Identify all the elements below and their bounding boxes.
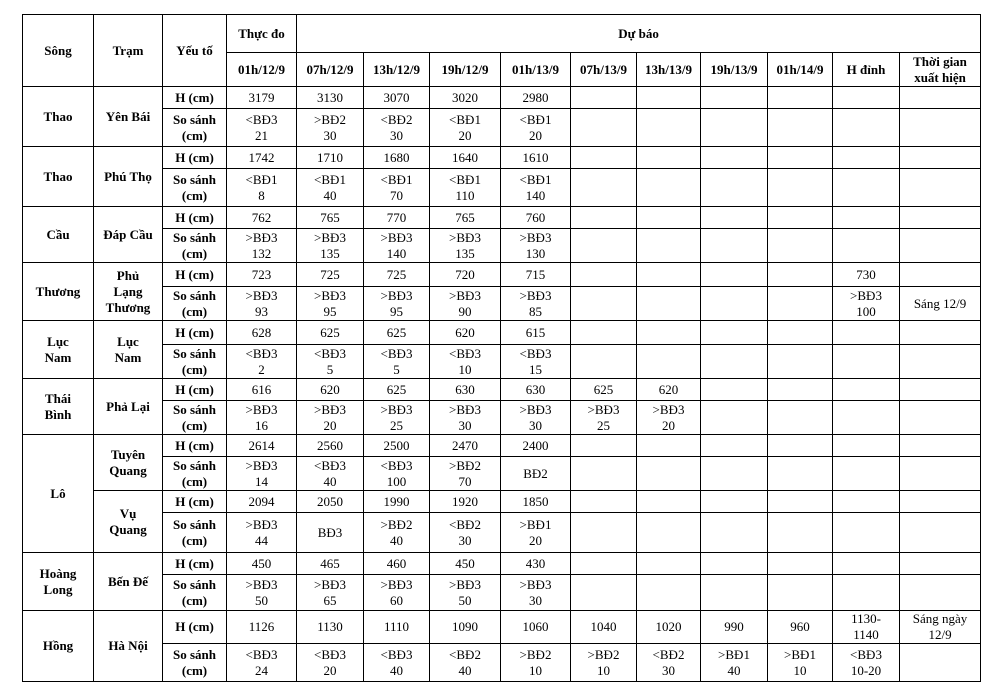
water-level-cell bbox=[637, 147, 701, 169]
compare-cell bbox=[637, 345, 701, 379]
compare-cell bbox=[900, 401, 981, 435]
station-name: Hà Nội bbox=[94, 611, 163, 682]
compare-cell: <BĐ1 140 bbox=[501, 169, 571, 207]
table-row bbox=[23, 109, 981, 147]
water-level-cell: 3070 bbox=[364, 87, 430, 109]
compare-cell bbox=[768, 109, 833, 147]
water-level-cell: 2560 bbox=[297, 435, 364, 457]
compare-cell bbox=[833, 229, 900, 263]
water-level-cell: 2614 bbox=[227, 435, 297, 457]
compare-cell bbox=[701, 345, 768, 379]
compare-cell bbox=[900, 229, 981, 263]
header-tram: Trạm bbox=[94, 15, 163, 87]
water-level-cell: 770 bbox=[364, 207, 430, 229]
compare-cell: >BĐ3 90 bbox=[430, 287, 501, 321]
water-level-cell: 1060 bbox=[501, 611, 571, 644]
header-time: 13h/12/9 bbox=[364, 53, 430, 87]
water-level-cell: 625 bbox=[571, 379, 637, 401]
station-name: Đáp Cầu bbox=[94, 207, 163, 263]
header-time: H đỉnh bbox=[833, 53, 900, 87]
compare-cell: >BĐ3 30 bbox=[501, 401, 571, 435]
compare-cell: >BĐ2 40 bbox=[364, 513, 430, 553]
table-row bbox=[23, 321, 981, 345]
compare-cell: <BĐ2 30 bbox=[430, 513, 501, 553]
compare-cell: >BĐ1 20 bbox=[501, 513, 571, 553]
compare-cell: >BĐ3 100 bbox=[833, 287, 900, 321]
water-level-cell bbox=[900, 435, 981, 457]
water-level-cell bbox=[768, 147, 833, 169]
water-level-cell bbox=[768, 553, 833, 575]
river-name: Thái Bình bbox=[23, 379, 94, 435]
table-row bbox=[23, 229, 981, 263]
station-name: Tuyên Quang bbox=[94, 435, 163, 491]
compare-cell bbox=[701, 229, 768, 263]
water-level-cell bbox=[768, 435, 833, 457]
compare-cell bbox=[701, 513, 768, 553]
water-level-cell: 450 bbox=[430, 553, 501, 575]
compare-cell bbox=[701, 575, 768, 611]
compare-cell: >BĐ2 30 bbox=[297, 109, 364, 147]
compare-cell: >BĐ3 65 bbox=[297, 575, 364, 611]
water-level-cell bbox=[701, 321, 768, 345]
compare-cell bbox=[768, 457, 833, 491]
compare-cell: <BĐ2 30 bbox=[364, 109, 430, 147]
water-level-cell: 960 bbox=[768, 611, 833, 644]
water-level-cell: 1710 bbox=[297, 147, 364, 169]
compare-cell bbox=[833, 345, 900, 379]
river-name: Hoàng Long bbox=[23, 553, 94, 611]
water-level-cell: 765 bbox=[297, 207, 364, 229]
water-level-cell: 450 bbox=[227, 553, 297, 575]
water-level-cell: 628 bbox=[227, 321, 297, 345]
header-thuc-do: Thực đo bbox=[227, 15, 297, 53]
table-row bbox=[23, 147, 981, 169]
water-level-cell bbox=[833, 147, 900, 169]
compare-cell: >BĐ2 70 bbox=[430, 457, 501, 491]
header-time: 01h/12/9 bbox=[227, 53, 297, 87]
compare-cell bbox=[637, 575, 701, 611]
water-level-cell: 2500 bbox=[364, 435, 430, 457]
water-level-cell bbox=[833, 553, 900, 575]
water-level-cell: 1126 bbox=[227, 611, 297, 644]
compare-cell bbox=[701, 169, 768, 207]
station-name: Vụ Quang bbox=[94, 491, 163, 553]
water-level-cell: 760 bbox=[501, 207, 571, 229]
compare-cell: >BĐ3 95 bbox=[297, 287, 364, 321]
table-row bbox=[23, 611, 981, 644]
compare-cell: <BĐ3 20 bbox=[297, 644, 364, 682]
station-name: Lục Nam bbox=[94, 321, 163, 379]
compare-cell bbox=[768, 401, 833, 435]
water-level-cell: 762 bbox=[227, 207, 297, 229]
table-row bbox=[23, 345, 981, 379]
compare-cell bbox=[571, 287, 637, 321]
compare-cell bbox=[900, 169, 981, 207]
element-label-h: H (cm) bbox=[163, 435, 227, 457]
forecast-table-container bbox=[22, 14, 980, 682]
header-du-bao: Dự báo bbox=[297, 15, 981, 53]
table-row bbox=[23, 87, 981, 109]
station-name: Phủ Lạng Thương bbox=[94, 263, 163, 321]
compare-cell bbox=[701, 457, 768, 491]
compare-cell: >BĐ3 135 bbox=[430, 229, 501, 263]
water-level-cell bbox=[900, 321, 981, 345]
element-label-compare: So sánh (cm) bbox=[163, 575, 227, 611]
header-time: Thời gian xuất hiện bbox=[900, 53, 981, 87]
water-level-cell: 620 bbox=[297, 379, 364, 401]
water-level-cell: 460 bbox=[364, 553, 430, 575]
water-level-cell: 723 bbox=[227, 263, 297, 287]
water-level-cell bbox=[900, 379, 981, 401]
water-level-cell bbox=[571, 435, 637, 457]
table-row bbox=[23, 287, 981, 321]
table-row bbox=[23, 435, 981, 457]
table-row bbox=[23, 513, 981, 553]
compare-cell bbox=[833, 109, 900, 147]
compare-cell: >BĐ1 10 bbox=[768, 644, 833, 682]
compare-cell bbox=[637, 169, 701, 207]
compare-cell bbox=[571, 345, 637, 379]
water-level-cell bbox=[833, 321, 900, 345]
table-row bbox=[23, 457, 981, 491]
water-level-cell bbox=[637, 321, 701, 345]
header-row-1 bbox=[23, 15, 981, 53]
water-level-cell: 725 bbox=[364, 263, 430, 287]
compare-cell bbox=[900, 457, 981, 491]
water-level-cell: 2980 bbox=[501, 87, 571, 109]
compare-cell: BĐ3 bbox=[297, 513, 364, 553]
water-level-cell: 430 bbox=[501, 553, 571, 575]
water-level-cell: 630 bbox=[430, 379, 501, 401]
water-level-cell: 1110 bbox=[364, 611, 430, 644]
header-time: 07h/12/9 bbox=[297, 53, 364, 87]
element-label-compare: So sánh (cm) bbox=[163, 229, 227, 263]
water-level-cell: 1920 bbox=[430, 491, 501, 513]
compare-cell: <BĐ3 24 bbox=[227, 644, 297, 682]
compare-cell: >BĐ3 140 bbox=[364, 229, 430, 263]
table-body bbox=[23, 87, 981, 682]
compare-cell bbox=[768, 345, 833, 379]
compare-cell bbox=[571, 109, 637, 147]
water-level-cell: 715 bbox=[501, 263, 571, 287]
table-row bbox=[23, 263, 981, 287]
water-level-cell bbox=[571, 321, 637, 345]
water-level-cell bbox=[900, 553, 981, 575]
compare-cell: >BĐ3 85 bbox=[501, 287, 571, 321]
water-level-cell: 1130- 1140 bbox=[833, 611, 900, 644]
element-label-compare: So sánh (cm) bbox=[163, 287, 227, 321]
compare-cell bbox=[900, 345, 981, 379]
water-level-cell: 725 bbox=[297, 263, 364, 287]
compare-cell bbox=[900, 644, 981, 682]
water-level-cell: 1990 bbox=[364, 491, 430, 513]
compare-cell: BĐ2 bbox=[501, 457, 571, 491]
header-time: 13h/13/9 bbox=[637, 53, 701, 87]
element-label-compare: So sánh (cm) bbox=[163, 345, 227, 379]
compare-cell: <BĐ3 10-20 bbox=[833, 644, 900, 682]
element-label-compare: So sánh (cm) bbox=[163, 513, 227, 553]
water-level-cell bbox=[900, 491, 981, 513]
table-row bbox=[23, 491, 981, 513]
river-name: Hồng bbox=[23, 611, 94, 682]
header-time: 19h/13/9 bbox=[701, 53, 768, 87]
compare-cell: <BĐ3 100 bbox=[364, 457, 430, 491]
compare-cell: >BĐ3 135 bbox=[297, 229, 364, 263]
compare-cell: <BĐ3 40 bbox=[364, 644, 430, 682]
compare-cell: <BĐ2 40 bbox=[430, 644, 501, 682]
river-name: Lô bbox=[23, 435, 94, 553]
table-row bbox=[23, 379, 981, 401]
water-level-cell: 3130 bbox=[297, 87, 364, 109]
compare-cell: >BĐ3 50 bbox=[227, 575, 297, 611]
compare-cell: >BĐ3 25 bbox=[364, 401, 430, 435]
water-level-cell bbox=[768, 87, 833, 109]
element-label-h: H (cm) bbox=[163, 321, 227, 345]
compare-cell bbox=[768, 575, 833, 611]
water-level-cell: 625 bbox=[364, 379, 430, 401]
compare-cell bbox=[637, 287, 701, 321]
compare-cell: >BĐ3 16 bbox=[227, 401, 297, 435]
water-level-cell bbox=[701, 379, 768, 401]
water-level-cell bbox=[900, 207, 981, 229]
water-level-cell: 1020 bbox=[637, 611, 701, 644]
compare-cell: Sáng 12/9 bbox=[900, 287, 981, 321]
river-name: Thao bbox=[23, 147, 94, 207]
compare-cell: <BĐ1 70 bbox=[364, 169, 430, 207]
table-row bbox=[23, 401, 981, 435]
water-level-cell bbox=[900, 147, 981, 169]
water-level-cell bbox=[768, 207, 833, 229]
compare-cell bbox=[571, 513, 637, 553]
water-level-cell: 625 bbox=[364, 321, 430, 345]
compare-cell: <BĐ1 8 bbox=[227, 169, 297, 207]
water-level-cell bbox=[701, 491, 768, 513]
water-level-cell bbox=[833, 491, 900, 513]
header-time: 07h/13/9 bbox=[571, 53, 637, 87]
table-row bbox=[23, 644, 981, 682]
compare-cell: >BĐ3 25 bbox=[571, 401, 637, 435]
water-level-cell bbox=[768, 263, 833, 287]
water-level-cell: 2050 bbox=[297, 491, 364, 513]
table-row bbox=[23, 169, 981, 207]
element-label-h: H (cm) bbox=[163, 147, 227, 169]
water-level-cell bbox=[637, 491, 701, 513]
water-level-cell bbox=[571, 491, 637, 513]
water-level-cell bbox=[768, 491, 833, 513]
station-name: Phú Thọ bbox=[94, 147, 163, 207]
header-song: Sông bbox=[23, 15, 94, 87]
compare-cell: <BĐ1 20 bbox=[501, 109, 571, 147]
water-level-cell: 620 bbox=[637, 379, 701, 401]
water-level-cell bbox=[900, 87, 981, 109]
water-level-cell bbox=[833, 207, 900, 229]
water-level-cell bbox=[833, 379, 900, 401]
station-name: Phả Lại bbox=[94, 379, 163, 435]
water-level-cell: 720 bbox=[430, 263, 501, 287]
compare-cell: <BĐ3 5 bbox=[364, 345, 430, 379]
water-level-cell bbox=[701, 553, 768, 575]
water-level-cell bbox=[833, 435, 900, 457]
compare-cell bbox=[571, 229, 637, 263]
compare-cell: <BĐ3 21 bbox=[227, 109, 297, 147]
water-level-cell bbox=[768, 379, 833, 401]
water-level-cell: 730 bbox=[833, 263, 900, 287]
element-label-compare: So sánh (cm) bbox=[163, 401, 227, 435]
water-level-cell: 3179 bbox=[227, 87, 297, 109]
header-time: 19h/12/9 bbox=[430, 53, 501, 87]
compare-cell: <BĐ2 30 bbox=[637, 644, 701, 682]
water-level-cell bbox=[833, 87, 900, 109]
compare-cell bbox=[833, 513, 900, 553]
compare-cell bbox=[637, 457, 701, 491]
water-level-cell bbox=[571, 263, 637, 287]
compare-cell: <BĐ3 5 bbox=[297, 345, 364, 379]
water-level-cell bbox=[571, 553, 637, 575]
compare-cell: <BĐ1 20 bbox=[430, 109, 501, 147]
water-level-cell: 1040 bbox=[571, 611, 637, 644]
compare-cell bbox=[768, 513, 833, 553]
water-level-cell bbox=[637, 435, 701, 457]
compare-cell bbox=[768, 169, 833, 207]
compare-cell bbox=[571, 575, 637, 611]
water-level-cell bbox=[701, 207, 768, 229]
element-label-h: H (cm) bbox=[163, 207, 227, 229]
water-level-cell: 3020 bbox=[430, 87, 501, 109]
water-level-cell bbox=[701, 87, 768, 109]
header-time: 01h/14/9 bbox=[768, 53, 833, 87]
water-level-cell: 2470 bbox=[430, 435, 501, 457]
water-level-cell: 1610 bbox=[501, 147, 571, 169]
water-level-cell bbox=[571, 147, 637, 169]
water-level-cell: 630 bbox=[501, 379, 571, 401]
table-row bbox=[23, 553, 981, 575]
water-level-cell bbox=[701, 263, 768, 287]
compare-cell bbox=[701, 109, 768, 147]
compare-cell bbox=[768, 287, 833, 321]
water-level-cell: 620 bbox=[430, 321, 501, 345]
water-level-cell bbox=[637, 87, 701, 109]
water-level-cell: 990 bbox=[701, 611, 768, 644]
compare-cell: >BĐ3 60 bbox=[364, 575, 430, 611]
element-label-compare: So sánh (cm) bbox=[163, 169, 227, 207]
compare-cell: >BĐ3 50 bbox=[430, 575, 501, 611]
element-label-h: H (cm) bbox=[163, 611, 227, 644]
compare-cell: >BĐ3 20 bbox=[637, 401, 701, 435]
compare-cell: >BĐ3 95 bbox=[364, 287, 430, 321]
header-time: 01h/13/9 bbox=[501, 53, 571, 87]
element-label-compare: So sánh (cm) bbox=[163, 457, 227, 491]
compare-cell bbox=[833, 401, 900, 435]
water-level-cell: 1130 bbox=[297, 611, 364, 644]
compare-cell: <BĐ3 40 bbox=[297, 457, 364, 491]
compare-cell: <BĐ1 40 bbox=[297, 169, 364, 207]
river-name: Thao bbox=[23, 87, 94, 147]
compare-cell: <BĐ1 110 bbox=[430, 169, 501, 207]
water-level-cell: 616 bbox=[227, 379, 297, 401]
water-level-cell: 1742 bbox=[227, 147, 297, 169]
element-label-h: H (cm) bbox=[163, 553, 227, 575]
header-yeu-to: Yếu tố bbox=[163, 15, 227, 87]
water-level-cell: 765 bbox=[430, 207, 501, 229]
water-level-cell: 465 bbox=[297, 553, 364, 575]
compare-cell bbox=[833, 575, 900, 611]
river-name: Cầu bbox=[23, 207, 94, 263]
compare-cell: >BĐ3 14 bbox=[227, 457, 297, 491]
table-row bbox=[23, 207, 981, 229]
station-name: Bến Đế bbox=[94, 553, 163, 611]
compare-cell bbox=[900, 513, 981, 553]
element-label-h: H (cm) bbox=[163, 491, 227, 513]
compare-cell bbox=[768, 229, 833, 263]
water-level-cell: 2400 bbox=[501, 435, 571, 457]
water-level-cell bbox=[900, 263, 981, 287]
compare-cell: >BĐ1 40 bbox=[701, 644, 768, 682]
water-level-cell: 625 bbox=[297, 321, 364, 345]
compare-cell: >BĐ3 93 bbox=[227, 287, 297, 321]
compare-cell bbox=[637, 513, 701, 553]
compare-cell bbox=[637, 229, 701, 263]
element-label-h: H (cm) bbox=[163, 379, 227, 401]
compare-cell: >BĐ3 30 bbox=[501, 575, 571, 611]
compare-cell bbox=[900, 575, 981, 611]
water-level-cell: 1090 bbox=[430, 611, 501, 644]
compare-cell bbox=[637, 109, 701, 147]
water-level-cell bbox=[571, 87, 637, 109]
water-level-cell: 1640 bbox=[430, 147, 501, 169]
compare-cell bbox=[701, 287, 768, 321]
river-name: Lục Nam bbox=[23, 321, 94, 379]
water-level-cell bbox=[701, 435, 768, 457]
water-level-cell: Sáng ngày 12/9 bbox=[900, 611, 981, 644]
compare-cell bbox=[900, 109, 981, 147]
element-label-h: H (cm) bbox=[163, 263, 227, 287]
station-name: Yên Bái bbox=[94, 87, 163, 147]
compare-cell: <BĐ3 10 bbox=[430, 345, 501, 379]
compare-cell bbox=[701, 401, 768, 435]
water-level-cell: 615 bbox=[501, 321, 571, 345]
element-label-compare: So sánh (cm) bbox=[163, 109, 227, 147]
compare-cell bbox=[571, 457, 637, 491]
element-label-h: H (cm) bbox=[163, 87, 227, 109]
compare-cell: >BĐ3 20 bbox=[297, 401, 364, 435]
compare-cell: <BĐ3 15 bbox=[501, 345, 571, 379]
water-level-cell: 2094 bbox=[227, 491, 297, 513]
element-label-compare: So sánh (cm) bbox=[163, 644, 227, 682]
compare-cell: >BĐ3 30 bbox=[430, 401, 501, 435]
compare-cell bbox=[571, 169, 637, 207]
compare-cell: >BĐ3 44 bbox=[227, 513, 297, 553]
compare-cell: >BĐ2 10 bbox=[501, 644, 571, 682]
compare-cell: >BĐ3 132 bbox=[227, 229, 297, 263]
compare-cell: <BĐ3 2 bbox=[227, 345, 297, 379]
compare-cell: >BĐ2 10 bbox=[571, 644, 637, 682]
water-level-cell: 1680 bbox=[364, 147, 430, 169]
compare-cell bbox=[833, 169, 900, 207]
water-level-cell bbox=[637, 207, 701, 229]
compare-cell: >BĐ3 130 bbox=[501, 229, 571, 263]
river-name: Thương bbox=[23, 263, 94, 321]
water-level-cell bbox=[571, 207, 637, 229]
water-level-cell bbox=[768, 321, 833, 345]
water-level-forecast-table bbox=[22, 14, 981, 682]
table-row bbox=[23, 575, 981, 611]
water-level-cell bbox=[637, 553, 701, 575]
compare-cell bbox=[833, 457, 900, 491]
water-level-cell bbox=[637, 263, 701, 287]
water-level-cell: 1850 bbox=[501, 491, 571, 513]
water-level-cell bbox=[701, 147, 768, 169]
